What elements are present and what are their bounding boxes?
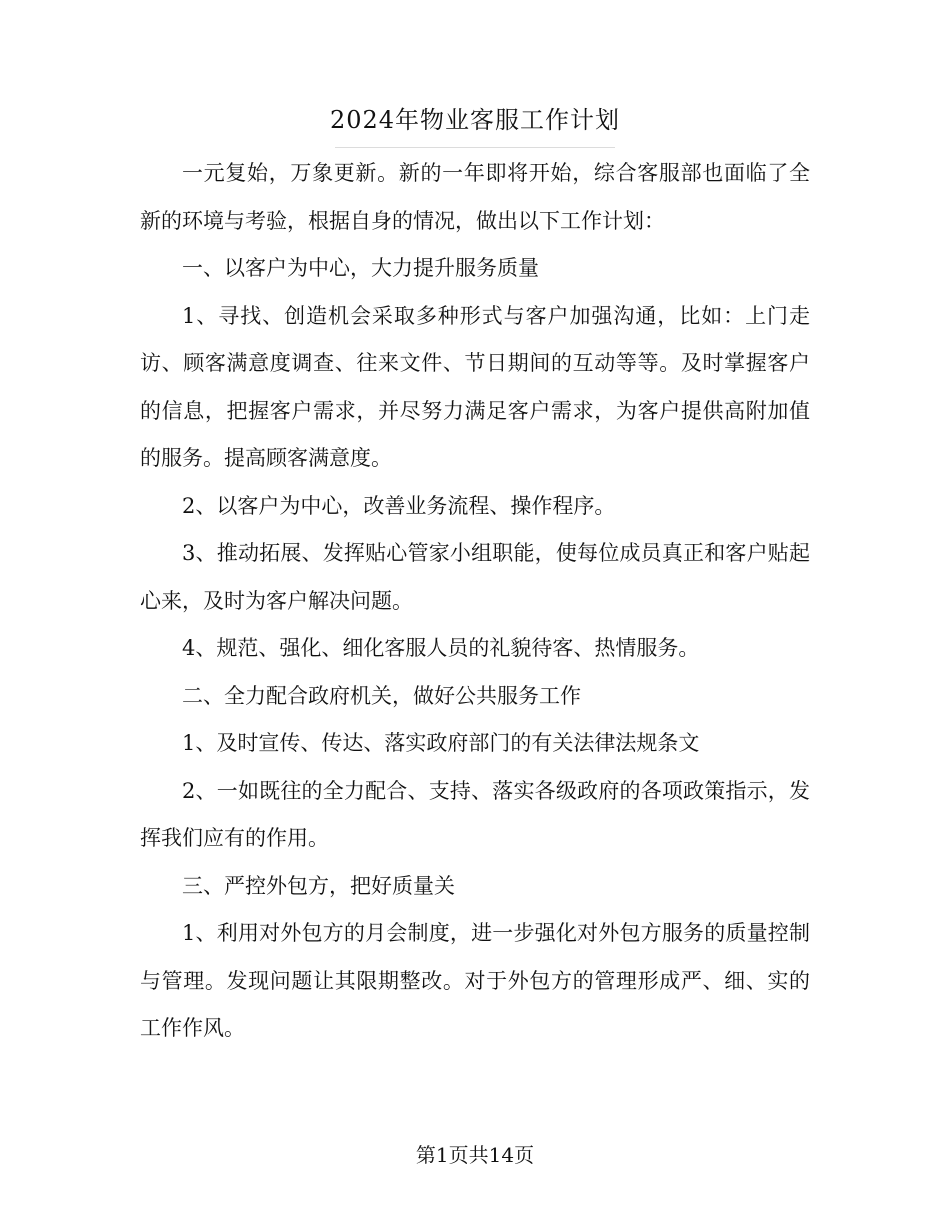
- section-heading-2: 二、全力配合政府机关，做好公共服务工作: [182, 683, 581, 708]
- section-1-item-1: 1、寻找、创造机会采取多种形式与客户加强沟通，比如：上门走访、顾客满意度调查、往来文件、节日期间的互动等等。及时掌握客户的信息，把握客户需求，并尽努力满足客户需求，为客户提供高附加值的服务。提高顾客满意度。: [140, 303, 810, 470]
- section-heading-1: 一、以客户为中心，大力提升服务质量: [182, 256, 539, 280]
- section-1-item-4: 4、规范、强化、细化客服人员的礼貌待客、热情服务。: [182, 636, 700, 660]
- section-3-item-1: 1、利用对外包方的月会制度，进一步强化对外包方服务的质量控制与管理。发现问题让其限期整改。对于外包方的管理形成严、细、实的工作作风。: [140, 921, 810, 1040]
- page-title: 2024年物业客服工作计划: [329, 106, 621, 134]
- section-1-item-3: 3、推动拓展、发挥贴心管家小组职能，使每位成员真正和客户贴起心来，及时为客户解决问题。: [140, 541, 810, 613]
- page-number-footer: 第1页共14页: [415, 1143, 535, 1167]
- section-2-item-1: 1、及时宣传、传达、落实政府部门的有关法律法规条文: [182, 731, 700, 755]
- document-body: [140, 150, 810, 1053]
- intro-paragraph: 一元复始，万象更新。新的一年即将开始，综合客服部也面临了全新的环境与考验，根据自身的情况，做出以下工作计划：: [140, 161, 810, 233]
- section-heading-3: 三、严控外包方，把好质量关: [182, 873, 455, 898]
- section-2-item-2: 2、一如既往的全力配合、支持、落实各级政府的各项政策指示，发挥我们应有的作用。: [140, 778, 810, 850]
- title-underline: [335, 147, 615, 148]
- section-1-item-2: 2、以客户为中心，改善业务流程、操作程序。: [182, 493, 616, 518]
